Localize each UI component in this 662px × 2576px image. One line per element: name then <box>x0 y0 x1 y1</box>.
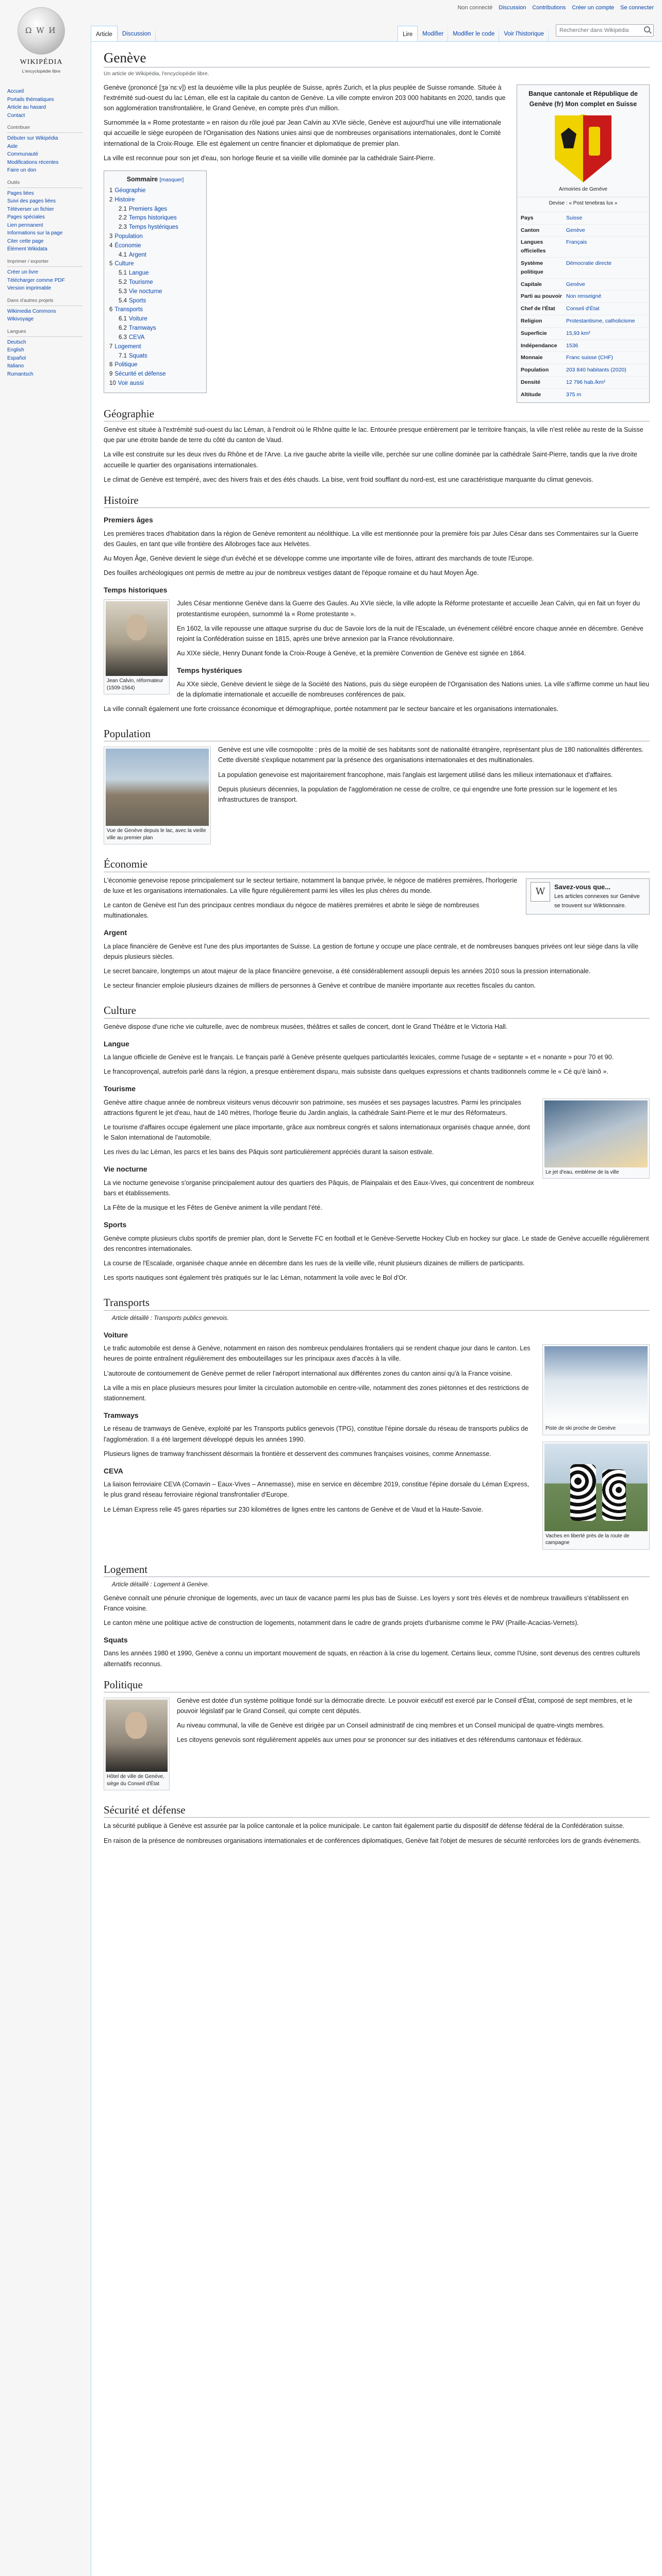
infobox-value[interactable]: Non renseigné <box>564 291 648 303</box>
infobox-key: Superficie <box>519 327 564 340</box>
paragraph: Le Léman Express relie 45 gares réparties sur 230 kilomètres de lignes entre les cantons de Genève et de Vaud et la Haute-Savoie. <box>104 1505 484 1513</box>
toc-item[interactable] <box>109 242 201 251</box>
toc-number: 2 <box>109 196 113 203</box>
infobox-value[interactable]: Genève <box>564 224 648 236</box>
toc-item[interactable] <box>109 324 201 333</box>
infobox-key: Langues officielles <box>519 236 564 258</box>
subsection-heading-squats: Squats <box>104 1636 128 1644</box>
sidebar-item-pdf[interactable]: Télécharger comme PDF <box>7 277 65 283</box>
toc-item[interactable] <box>109 214 201 223</box>
paragraph: La Fête de la musique et les Fêtes de Genève animent la ville pendant l'été. <box>104 1204 322 1212</box>
paragraph: Les premières traces d'habitation dans la région de Genève remontent au néolithique. La ville est mentionnée pour la première fois par Jules César dans ses Commentaires sur la Guerre des Gaules, en tant que ville frontière des Allobroges face aux Helvètes. <box>104 530 639 548</box>
sidebar-item-modifications[interactable]: Modifications récentes <box>7 159 59 165</box>
thumbnail-caption: Hôtel de ville de Genève, siège du Conseil d'État <box>107 1774 164 1787</box>
infobox-value[interactable]: Franc suisse (CHF) <box>564 352 648 364</box>
toc-number: 5.4 <box>119 297 127 304</box>
table-of-contents <box>104 171 207 393</box>
infobox-motto: Devise : « Post tenebras lux » <box>519 197 648 212</box>
paragraph: L'économie genevoise repose principalement sur le secteur tertiaire, notamment la banque privée, le négoce de matières premières, l'horlogerie de luxe et les organisations internationales. La ville figure régulièrement parmi les villes les plus chères du monde. <box>104 876 518 894</box>
infobox-value[interactable]: Genève <box>564 278 648 291</box>
wiktionary-text: Les articles connexes sur Genève se trouvent sur Wiktionnaire. <box>554 893 640 909</box>
sidebar-item-lang-en[interactable]: English <box>7 347 24 353</box>
toc-item[interactable] <box>109 205 201 214</box>
infobox-row <box>519 258 648 279</box>
toc-text: Voir aussi <box>118 380 144 386</box>
wiktionary-box[interactable] <box>526 878 650 914</box>
paragraph: Le canton mène une politique active de construction de logements, notamment dans le cadre de grands projets d'urbanisme comme le PAV (Praille-Acacias-Vernets). <box>104 1619 579 1626</box>
paragraph: La ville connaît également une forte croissance économique et démographique, portée notamment par le secteur bancaire et les organisations internationales. <box>104 705 559 713</box>
toc-item[interactable] <box>109 223 201 232</box>
paragraph: La liaison ferroviaire CEVA (Cornavin – Eaux-Vives – Annemasse), mise en service en décembre 2019, constitue l'épine dorsale du Léman Express, le plus grand réseau ferroviaire régional transfrontalier d'Europe. <box>104 1481 529 1499</box>
toc-text: Squats <box>129 352 147 359</box>
toc-text: Population <box>114 233 143 240</box>
toc-number: 9 <box>109 371 113 378</box>
toc-text: Voiture <box>129 316 147 323</box>
globe-icon <box>18 7 65 55</box>
toc-number: 2.1 <box>119 206 127 212</box>
infobox-row <box>519 340 648 352</box>
toc-text: Langue <box>129 270 149 277</box>
subsection-heading-sports: Sports <box>104 1221 127 1229</box>
sidebar-item-lang-it[interactable]: Italiano <box>7 363 24 369</box>
infobox-row <box>519 364 648 377</box>
thumbnail-city[interactable] <box>104 747 211 844</box>
user-link-not-logged: Non connecté <box>457 5 493 11</box>
intro-paragraph-2: Surnommée la « Rome protestante » en raison du rôle joué par Jean Calvin au XVIe siècle, Genève est aujourd'hui une ville internationale qui accueille le siège européen de l'Organisation des Nations unies ainsi que de nombreuses organisations internationales, dont le Comité international de la Croix-Rouge. Elle est également un centre financier et diplomatique de premier plan. <box>104 119 502 147</box>
thumbnail-caption: Jean Calvin, réformateur (1509-1564) <box>107 678 163 691</box>
infobox-value[interactable]: Suisse <box>564 212 648 224</box>
toc-item[interactable] <box>109 278 201 287</box>
paragraph: La vie nocturne genevoise s'organise principalement autour des quartiers des Pâquis, de Plainpalais et des Eaux-Vives, qui concentrent de nombreux bars et établissements. <box>104 1179 534 1197</box>
thumbnail-politics[interactable] <box>104 1698 170 1790</box>
page-tabs <box>91 21 662 41</box>
infobox-row <box>519 212 648 224</box>
paragraph: La ville est construite sur les deux rives du Rhône et de l'Arve. La rive gauche abrite la vieille ville, perchée sur une colline dominée par la cathédrale Saint-Pierre, tandis que la rive droite accueille le quartier des organisations internationales. <box>104 451 637 469</box>
paragraph: La langue officielle de Genève est le français. Le français parlé à Genève présente quelques particularités lexicales, comme l'usage de « septante » et « nonante » pour 70 et 90. <box>104 1054 614 1061</box>
toc-item[interactable] <box>109 343 201 352</box>
toc-text: Tourisme <box>129 279 153 285</box>
paragraph: Genève dispose d'une riche vie culturelle, avec de nombreux musées, théâtres et salles de concert, dont le Grand Théâtre et le Victoria Hall. <box>104 1023 508 1030</box>
subsection-heading-ceva: CEVA <box>104 1466 123 1475</box>
toc-item[interactable] <box>109 269 201 278</box>
sidebar-item-lang-de[interactable]: Deutsch <box>7 339 26 345</box>
portrait-image <box>106 601 168 676</box>
section-heading-histoire: Histoire <box>104 493 650 508</box>
infobox-key: Capitale <box>519 278 564 291</box>
sidebar-item-livre[interactable]: Créer un livre <box>7 269 39 276</box>
paragraph: Genève est une ville cosmopolite : près de la moitié de ses habitants sont de nationalité étrangère, représentant plus de 180 nationalités différentes. Cette diversité s'explique notamment par la présence des organisations internationales et des multinationales. <box>218 746 644 764</box>
sidebar-heading-autres-projets: Dans d'autres projets <box>7 297 82 306</box>
sidebar-heading-outils: Outils <box>7 179 82 188</box>
infobox-value[interactable]: Conseil d'État <box>564 303 648 315</box>
section-heading-securite: Sécurité et défense <box>104 1803 650 1818</box>
site-subtitle: Un article de Wikipédia, l'encyclopédie libre. <box>104 71 209 77</box>
section-heading-politique: Politique <box>104 1677 650 1692</box>
paragraph: Les sports nautiques sont également très pratiqués sur le lac Léman, notamment la voile avec le Bol d'Or. <box>104 1274 408 1282</box>
toc-number: 4 <box>109 242 113 249</box>
jet-eau-image <box>544 1100 648 1167</box>
subsection-heading-premiers-ages: Premiers âges <box>104 516 153 524</box>
sidebar-item-televerser[interactable]: Téléverser un fichier <box>7 206 54 212</box>
toc-item[interactable] <box>109 260 201 269</box>
infobox-key: Système politique <box>519 258 564 279</box>
hatnote[interactable]: Article détaillé : Transports publics genevois. <box>112 1315 229 1321</box>
toc-number: 8 <box>109 362 113 368</box>
paragraph: Plusieurs lignes de tramway franchissent désormais la frontière et desservent des communes françaises voisines, comme Annemasse. <box>104 1450 491 1458</box>
section-heading-culture: Culture <box>104 1003 650 1018</box>
logo-tagline: L'encyclopédie libre <box>22 69 61 74</box>
sidebar-item-debuter[interactable]: Débuter sur Wikipédia <box>7 135 58 142</box>
infobox-key: Population <box>519 364 564 377</box>
paragraph: Au XXe siècle, Genève devient le siège de la Société des Nations, puis du siège européen de l'Organisation des Nations unies. La ville s'affirme comme un haut lieu de la diplomatie internationale et accueille de nombreuses conférences de paix. <box>177 680 650 698</box>
toc-item[interactable] <box>109 196 201 205</box>
infobox-value[interactable]: 15,93 km² <box>564 327 648 340</box>
paragraph: Le secteur financier emploie plusieurs dizaines de milliers de personnes à Genève et contribue de manière importante aux recettes fiscales du canton. <box>104 982 536 990</box>
paragraph: Au niveau communal, la ville de Genève est dirigée par un Conseil administratif de cinq membres et un Conseil municipal de quatre-vingts membres. <box>177 1722 605 1730</box>
toc-text: Transports <box>114 307 143 313</box>
paragraph: Le francoprovençal, autrefois parlé dans la région, a presque entièrement disparu, mais subsiste dans quelques expressions et chants traditionnels comme le « Cé qu'è lainô ». <box>104 1068 608 1076</box>
infobox-value[interactable]: 1536 <box>564 340 648 352</box>
subsection-heading-temps-historiques: Temps historiques <box>104 586 168 595</box>
sidebar-item-citer[interactable]: Citer cette page <box>7 238 44 244</box>
infobox-key: Parti au pouvoir <box>519 291 564 303</box>
article-content <box>91 41 662 2576</box>
toc-number: 2.3 <box>119 224 127 231</box>
sidebar-item-commons[interactable]: Wikimedia Commons <box>7 308 56 314</box>
toc-number: 2.2 <box>119 215 127 222</box>
subsection-heading-argent: Argent <box>104 928 127 937</box>
toc-item[interactable] <box>109 287 201 297</box>
infobox-row <box>519 352 648 364</box>
toc-item[interactable] <box>109 306 201 315</box>
toc-text: Culture <box>114 261 134 267</box>
sidebar-item-aide[interactable]: Aide <box>7 143 18 149</box>
wiktionary-title: Savez-vous que... <box>554 883 611 891</box>
paragraph: Le secret bancaire, longtemps un atout majeur de la place financière genevoise, a été considérablement assoupli depuis les années 2010 sous la pression internationale. <box>104 967 591 975</box>
toc-item[interactable] <box>109 352 201 361</box>
toc-number: 4.1 <box>119 251 127 258</box>
infobox-value[interactable]: 203 840 habitants (2020) <box>564 364 648 377</box>
thumbnail-jet-eau[interactable] <box>542 1098 650 1179</box>
toc-number: 5.2 <box>119 279 127 285</box>
toc-number: 6.1 <box>119 316 127 323</box>
toc-number: 6.2 <box>119 325 127 332</box>
paragraph: Genève est dotée d'un système politique fondé sur la démocratie directe. Le pouvoir exécutif est exercé par le Conseil d'État, composé de sept membres, et le pouvoir législatif par le Grand Conseil, qui compte cent députés. <box>177 1697 633 1715</box>
section-heading-population: Population <box>104 726 650 741</box>
infobox-row <box>519 327 648 340</box>
sidebar-heading-contribuer: Contribuer <box>7 124 82 133</box>
sidebar-item-pages-liees[interactable]: Pages liées <box>7 190 34 196</box>
sidebar-item-communaute[interactable]: Communauté <box>7 151 39 158</box>
paragraph: En raison de la présence de nombreuses organisations internationales et de conférences diplomatiques, Genève fait l'objet de mesures de sécurité renforcées lors de grands événements. <box>104 1837 641 1844</box>
toc-item[interactable] <box>109 333 201 343</box>
toc-text: Logement <box>114 343 141 350</box>
paragraph: Les citoyens genevois sont régulièrement appelés aux urnes pour se prononcer sur des initiatives et des référendums cantonaux et fédéraux. <box>177 1736 583 1744</box>
paragraph: En 1602, la ville repousse une attaque surprise du duc de Savoie lors de la nuit de l'Escalade, un événement célébré encore chaque année en décembre. Genève rejoint la Confédération suisse en 1815, après une brève annexion par la France révolutionnaire. <box>177 624 643 642</box>
infobox <box>517 84 650 403</box>
toc-text: Économie <box>114 242 141 249</box>
wikipedia-logo[interactable] <box>0 0 82 82</box>
page-title: Genève <box>104 49 650 67</box>
infobox-title: Banque cantonale et République de Genève (fr) Mon complet en Suisse <box>528 90 638 108</box>
user-link-login[interactable]: Se connecter <box>620 5 654 11</box>
infobox-key: Pays <box>519 212 564 224</box>
city-image <box>106 749 209 826</box>
tab-modifier[interactable]: Modifier <box>418 26 448 41</box>
toc-item[interactable] <box>109 379 201 388</box>
logo-wordmark: WIKIPÉDIA <box>20 58 63 66</box>
infobox-value[interactable]: 375 m <box>564 388 648 400</box>
infobox-row <box>519 315 648 328</box>
sidebar-item-wikidata[interactable]: Élément Wikidata <box>7 246 47 252</box>
sidebar-item-informations[interactable]: Informations sur la page <box>7 230 63 236</box>
infobox-value[interactable]: Protestantisme, catholicisme <box>564 315 648 328</box>
user-link-create-account[interactable]: Créer un compte <box>572 5 615 11</box>
toc-number: 3 <box>109 233 113 240</box>
paragraph: Genève attire chaque année de nombreux visiteurs venus découvrir son patrimoine, ses musées et ses paysages lacustres. Parmi les principales attractions figurent le jet d'eau, haut de 140 mètres, l'horloge fleurie du Jardin anglais, la cathédrale Saint-Pierre et le mur des Réformateurs. <box>104 1098 521 1116</box>
infobox-coa-caption: Armoiries de Genève <box>559 186 607 192</box>
paragraph: La place financière de Genève est l'une des plus importantes de Suisse. La gestion de fortune y occupe une place centrale, et de nombreuses banques privées ont leur siège dans la ville depuis plusieurs siècles. <box>104 942 639 960</box>
sidebar-item-lien-permanent[interactable]: Lien permanent <box>7 222 43 228</box>
section-heading-logement: Logement <box>104 1562 650 1577</box>
subsection-heading-langue: Langue <box>104 1039 129 1048</box>
paragraph: Au XIXe siècle, Henry Dunant fonde la Croix-Rouge à Genève, et la première Convention de Genève est signée en 1864. <box>177 650 526 657</box>
toc-item[interactable] <box>109 315 201 324</box>
subsection-heading-vie-nocturne: Vie nocturne <box>104 1165 147 1174</box>
user-link-discussion[interactable]: Discussion <box>499 5 526 11</box>
sidebar-item-hasard[interactable]: Article au hasard <box>7 105 46 110</box>
sidebar-item-wikivoyage[interactable]: Wikivoyage <box>7 316 34 323</box>
infobox-key: Chef de l'État <box>519 303 564 315</box>
paragraph: Le trafic automobile est dense à Genève, notamment en raison des nombreux pendulaires frontaliers qui se rendent chaque jour dans le canton. Les heures de pointe entraînent régulièrement des embouteillages sur les principaux axes d'accès à la ville. <box>104 1345 531 1363</box>
paragraph: Les rives du lac Léman, les parcs et les bains des Pâquis sont particulièrement appréciés durant la saison estivale. <box>104 1148 434 1156</box>
ski-image <box>544 1346 648 1423</box>
infobox-key: Indépendance <box>519 340 564 352</box>
sidebar-heading-imprimer: Imprimer / exporter <box>7 258 82 267</box>
left-sidebar <box>0 0 91 2576</box>
toc-number: 5.1 <box>119 270 127 277</box>
infobox-row <box>519 377 648 389</box>
paragraph: Depuis plusieurs décennies, la population de l'agglomération ne cesse de croître, ce qui engendre une forte pression sur le logement et les infrastructures de transport. <box>218 785 617 803</box>
paragraph: La population genevoise est majoritairement francophone, mais l'anglais est largement utilisé dans les milieux internationaux et d'affaires. <box>218 771 613 778</box>
toc-number: 10 <box>109 380 116 386</box>
paragraph: La sécurité publique à Genève est assurée par la police cantonale et la police municipale. Le canton fait également partie du dispositif de défense fédéral de la Confédération suisse. <box>104 1822 625 1830</box>
infobox-row <box>519 236 648 258</box>
toc-item[interactable] <box>109 251 201 260</box>
toc-text: Premiers âges <box>129 206 168 212</box>
infobox-key: Canton <box>519 224 564 236</box>
thumbnail-caption: Vue de Genève depuis le lac, avec la vieille ville au premier plan <box>107 828 206 841</box>
politics-image <box>106 1700 168 1772</box>
section-heading-geographie: Géographie <box>104 406 650 421</box>
sidebar-item-don[interactable]: Faire un don <box>7 167 37 174</box>
hatnote[interactable]: Article détaillé : Logement à Genève. <box>112 1582 209 1588</box>
toc-item[interactable] <box>109 232 201 242</box>
toc-number: 7 <box>109 343 113 350</box>
toc-number: 1 <box>109 187 113 194</box>
tab-article[interactable]: Article <box>91 26 118 41</box>
tab-modifier-code[interactable]: Modifier le code <box>448 26 499 41</box>
toc-number: 6.3 <box>119 334 127 341</box>
search-icon[interactable] <box>644 26 650 32</box>
paragraph: Genève est située à l'extrémité sud-ouest du lac Léman, à l'endroit où le Rhône quitte le lac. Entourée presque entièrement par le territoire français, la ville n'est reliée au reste de la Suisse que par une étroite bande de terre du côté du canton de Vaud. <box>104 426 643 444</box>
toc-text: Politique <box>114 362 138 368</box>
sidebar-item-lang-rm[interactable]: Rumantsch <box>7 371 34 377</box>
toc-text: Vie nocturne <box>129 288 162 295</box>
paragraph: Genève compte plusieurs clubs sportifs de premier plan, dont le Servette FC en football et le Genève-Servette Hockey Club en hockey sur glace. Le stade de Genève accueille régulièrement des rencontres internationales. <box>104 1234 649 1252</box>
infobox-key: Densité <box>519 377 564 389</box>
paragraph: Le canton de Genève est l'un des principaux centres mondiaux du négoce de matières premières et abrite le siège de nombreuses multinationales. <box>104 901 479 920</box>
paragraph: La ville a mis en place plusieurs mesures pour limiter la circulation automobile en centre-ville, notamment des zones piétonnes et des restrictions de stationnement. <box>104 1384 529 1402</box>
toc-text: Sécurité et défense <box>114 371 166 378</box>
infobox-key: Monnaie <box>519 352 564 364</box>
subsection-heading-temps-hysteriques: Temps hystériques <box>177 666 242 675</box>
paragraph: Jules César mentionne Genève dans la Guerre des Gaules. Au XVIe siècle, la ville adopte la Réforme protestante et accueille Jean Calvin, qui en fait un foyer du protestantisme européen, surnommé la « Rome protestante ». <box>177 600 640 618</box>
paragraph: Genève connaît une pénurie chronique de logements, avec un taux de vacance parmi les plus bas de Suisse. Les loyers y sont très élevés et de nombreux travailleurs s'établissent en France voisine. <box>104 1594 629 1612</box>
paragraph: La course de l'Escalade, organisée chaque année en décembre dans les rues de la vieille ville, réunit plusieurs dizaines de milliers de participants. <box>104 1259 525 1267</box>
intro-paragraph-1: Genève (prononcé [ʒəˈnɛːv]) est la deuxième ville la plus peuplée de Suisse, après Zurich, et la plus peuplée de Suisse romande. Située à l'extrémité sud-ouest du lac Léman, elle est la capitale du canton de Genève. La ville compte environ 203 000 habitants en 2020, tandis que son agglomération transfrontalière, le Grand Genève, en compte près d'un million. <box>104 83 506 112</box>
toc-text: Géographie <box>114 187 146 194</box>
tab-lire[interactable]: Lire <box>398 26 418 41</box>
shield-icon <box>555 115 611 182</box>
sidebar-item-suivi[interactable]: Suivi des pages liées <box>7 198 56 205</box>
toc-text: Argent <box>129 251 146 258</box>
toc-item[interactable] <box>109 361 201 370</box>
sidebar-heading-langues: Langues <box>7 328 82 337</box>
personal-toolbar <box>91 0 662 21</box>
infobox-row <box>519 224 648 236</box>
infobox-key: Altitude <box>519 388 564 400</box>
toc-hide-toggle[interactable]: [masquer] <box>159 176 184 183</box>
search-placeholder: Rechercher dans Wikipédia <box>559 27 629 33</box>
toc-text: CEVA <box>129 334 145 341</box>
toc-item[interactable] <box>109 297 201 306</box>
search-input[interactable] <box>556 24 654 37</box>
toc-number: 5.3 <box>119 288 127 295</box>
toc-number: 7.1 <box>119 352 127 359</box>
paragraph: Des fouilles archéologiques ont permis de mettre au jour de nombreux vestiges datant de l'époque romaine et du haut Moyen Âge. <box>104 569 479 577</box>
paragraph: Le réseau de tramways de Genève, exploité par les Transports publics genevois (TPG), constitue l'épine dorsale du réseau de transports publics de l'agglomération. Il a été largement développé depuis les années 1990. <box>104 1425 528 1443</box>
toc-list <box>109 187 201 388</box>
wiktionary-icon: W <box>531 882 550 902</box>
section-heading-economie: Économie <box>104 857 650 872</box>
infobox-table <box>519 212 648 401</box>
sidebar-item-contact[interactable]: Contact <box>7 112 25 118</box>
thumbnail-cows[interactable] <box>542 1442 650 1550</box>
toc-text: Histoire <box>114 196 135 203</box>
sidebar-item-imprimable[interactable]: Version imprimable <box>7 285 52 292</box>
toc-text: Temps hystériques <box>129 224 178 231</box>
paragraph: Le tourisme d'affaires occupe également une place importante, grâce aux nombreux congrès et salons internationaux organisés chaque année, dont le Salon international de l'automobile. <box>104 1124 530 1142</box>
infobox-row <box>519 303 648 315</box>
user-link-contributions[interactable]: Contributions <box>532 5 566 11</box>
sidebar-navigation <box>5 88 82 378</box>
subsection-heading-voiture: Voiture <box>104 1330 128 1339</box>
sidebar-item-accueil[interactable]: Accueil <box>7 89 24 94</box>
thumbnail-ski[interactable] <box>542 1344 650 1435</box>
infobox-key: Religion <box>519 315 564 328</box>
toc-number: 5 <box>109 261 113 267</box>
coat-of-arms-image[interactable] <box>555 115 611 182</box>
infobox-value[interactable]: Démocratie directe <box>564 258 648 279</box>
sidebar-item-lang-es[interactable]: Español <box>7 355 26 361</box>
sidebar-item-pages-speciales[interactable]: Pages spéciales <box>7 214 45 221</box>
paragraph: Dans les années 1980 et 1990, Genève a connu un important mouvement de squats, en réaction à la crise du logement. Certains lieux, comme l'Usine, sont devenus des centres culturels alternatifs reconnus. <box>104 1650 640 1668</box>
sidebar-item-portails[interactable]: Portails thématiques <box>7 96 54 103</box>
toc-text: Sports <box>129 297 146 304</box>
toc-item[interactable] <box>109 370 201 379</box>
paragraph: Le climat de Genève est tempéré, avec des hivers frais et des étés chauds. La bise, vent froid soufflant du nord-est, est une caractéristique marquante du climat genevois. <box>104 476 593 483</box>
infobox-row <box>519 278 648 291</box>
tab-historique[interactable]: Voir l'historique <box>499 26 549 41</box>
toc-text: Temps historiques <box>129 215 177 222</box>
toc-item[interactable] <box>109 187 201 196</box>
toc-text: Tramways <box>129 325 156 332</box>
thumbnail-caption: Piste de ski proche de Genève <box>545 1426 616 1432</box>
infobox-value[interactable]: Français <box>564 236 648 258</box>
thumbnail-portrait[interactable] <box>104 599 170 694</box>
toc-title: Sommaire <box>126 175 158 183</box>
tab-discussion[interactable]: Discussion <box>118 26 156 41</box>
subsection-heading-tramways: Tramways <box>104 1411 139 1420</box>
subsection-heading-tourisme: Tourisme <box>104 1084 136 1093</box>
paragraph: L'autoroute de contournement de Genève permet de relier l'aéroport international aux différentes zones du canton ainsi qu'à la France voisine. <box>104 1369 512 1377</box>
intro-paragraph-3: La ville est reconnue pour son jet d'eau, son horloge fleurie et sa vieille ville dominée par la cathédrale Saint-Pierre. <box>104 154 435 162</box>
paragraph: Au Moyen Âge, Genève devient le siège d'un évêché et se développe comme une importante ville de foires, attirant des marchands de toute l'Europe. <box>104 554 534 562</box>
toc-number: 6 <box>109 307 113 313</box>
infobox-row <box>519 388 648 400</box>
thumbnail-caption: Le jet d'eau, emblème de la ville <box>545 1169 619 1175</box>
cows-image <box>544 1444 648 1531</box>
thumbnail-caption: Vaches en liberté près de la route de campagne <box>545 1533 630 1546</box>
section-heading-transports: Transports <box>104 1295 650 1310</box>
infobox-value[interactable]: 12 796 hab./km² <box>564 377 648 389</box>
infobox-row <box>519 291 648 303</box>
